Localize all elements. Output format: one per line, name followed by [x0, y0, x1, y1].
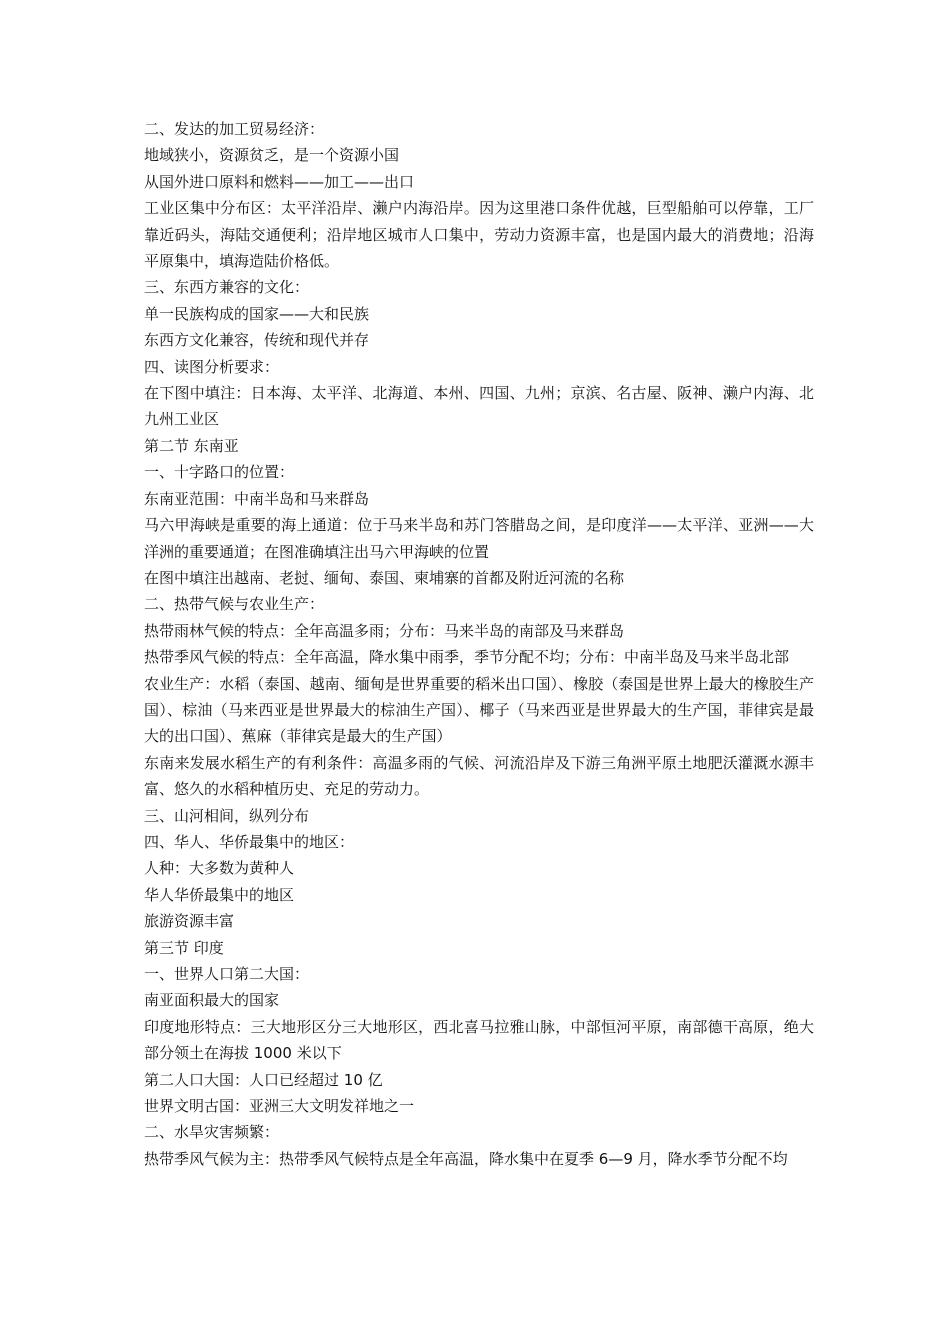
section-heading: 二、热带气候与农业生产：	[144, 595, 325, 614]
paragraph: 工业区集中分布区：太平洋沿岸、濑户内海沿岸。因为这里港口条件优越，巨型船舶可以停靠，工厂靠近码头，海陆交通便利；沿岸地区城市人口集中，劳动力资源丰富，也是国内最大的消费地；沿海平原集中，填海造陆价格低。	[144, 199, 814, 271]
paragraph: 人种：大多数为黄种人	[144, 859, 295, 878]
paragraph: 在下图中填注：日本海、太平洋、北海道、本州、四国、九州；京滨、名古屋、阪神、濑户内海、北九州工业区	[144, 384, 814, 429]
paragraph: 地域狭小，资源贫乏，是一个资源小国	[144, 146, 400, 165]
paragraph: 华人华侨最集中的地区	[144, 885, 295, 904]
paragraph: 旅游资源丰富	[144, 912, 235, 931]
chapter-heading: 第三节 印度	[144, 938, 224, 957]
paragraph: 从国外进口原料和燃料——加工——出口	[144, 172, 415, 191]
chapter-heading: 第二节 东南亚	[144, 436, 239, 455]
section-heading: 三、山河相间，纵列分布	[144, 806, 310, 825]
paragraph: 马六甲海峡是重要的海上通道：位于马来半岛和苏门答腊岛之间，是印度洋——太平洋、亚洲——大洋洲的重要通道；在图准确填注出马六甲海峡的位置	[144, 516, 814, 561]
paragraph: 第二人口大国：人口已经超过 10 亿	[144, 1070, 383, 1089]
paragraph: 东南亚范围：中南半岛和马来群岛	[144, 489, 370, 508]
paragraph: 热带季风气候的特点：全年高温，降水集中雨季，季节分配不均；分布：中南半岛及马来半岛北部	[144, 648, 790, 667]
section-heading: 四、华人、华侨最集中的地区：	[144, 832, 355, 851]
paragraph: 南亚面积最大的国家	[144, 991, 280, 1010]
paragraph: 印度地形特点：三大地形区分三大地形区，西北喜马拉雅山脉，中部恒河平原，南部德干高原，绝大部分领土在海拔 1000 米以下	[144, 1017, 814, 1063]
section-heading: 二、水旱灾害频繁：	[144, 1123, 280, 1142]
paragraph: 热带季风气候为主：热带季风气候特点是全年高温，降水集中在夏季 6—9 月，降水季节分配不均	[144, 1149, 788, 1168]
paragraph: 单一民族构成的国家——大和民族	[144, 304, 370, 323]
section-heading: 一、世界人口第二大国：	[144, 965, 310, 983]
section-heading: 一、十字路口的位置：	[144, 463, 295, 482]
section-heading: 二、发达的加工贸易经济：	[144, 120, 325, 138]
section-heading: 三、东西方兼容的文化：	[144, 278, 310, 297]
section-heading: 四、读图分析要求：	[144, 357, 280, 376]
paragraph: 在图中填注出越南、老挝、缅甸、泰国、柬埔寨的首都及附近河流的名称	[144, 568, 625, 587]
paragraph: 热带雨林气候的特点：全年高温多雨；分布：马来半岛的南部及马来群岛	[144, 621, 625, 640]
paragraph: 农业生产：水稻（泰国、越南、缅甸是世界重要的稻米出口国）、橡胶（泰国是世界上最大的橡胶生产国）、棕油（马来西亚是世界最大的棕油生产国）、椰子（马来西亚是世界最大的生产国，菲律宾是最大的出口国）、蕉麻（菲律宾是最大的生产国）	[144, 674, 814, 746]
paragraph: 东南来发展水稻生产的有利条件：高温多雨的气候、河流沿岸及下游三角洲平原土地肥沃灌溉水源丰富、悠久的水稻种植历史、充足的劳动力。	[144, 753, 814, 799]
document-body	[144, 116, 814, 1172]
paragraph: 世界文明古国：亚洲三大文明发祥地之一	[144, 1097, 415, 1116]
paragraph: 东西方文化兼容，传统和现代并存	[144, 331, 370, 350]
